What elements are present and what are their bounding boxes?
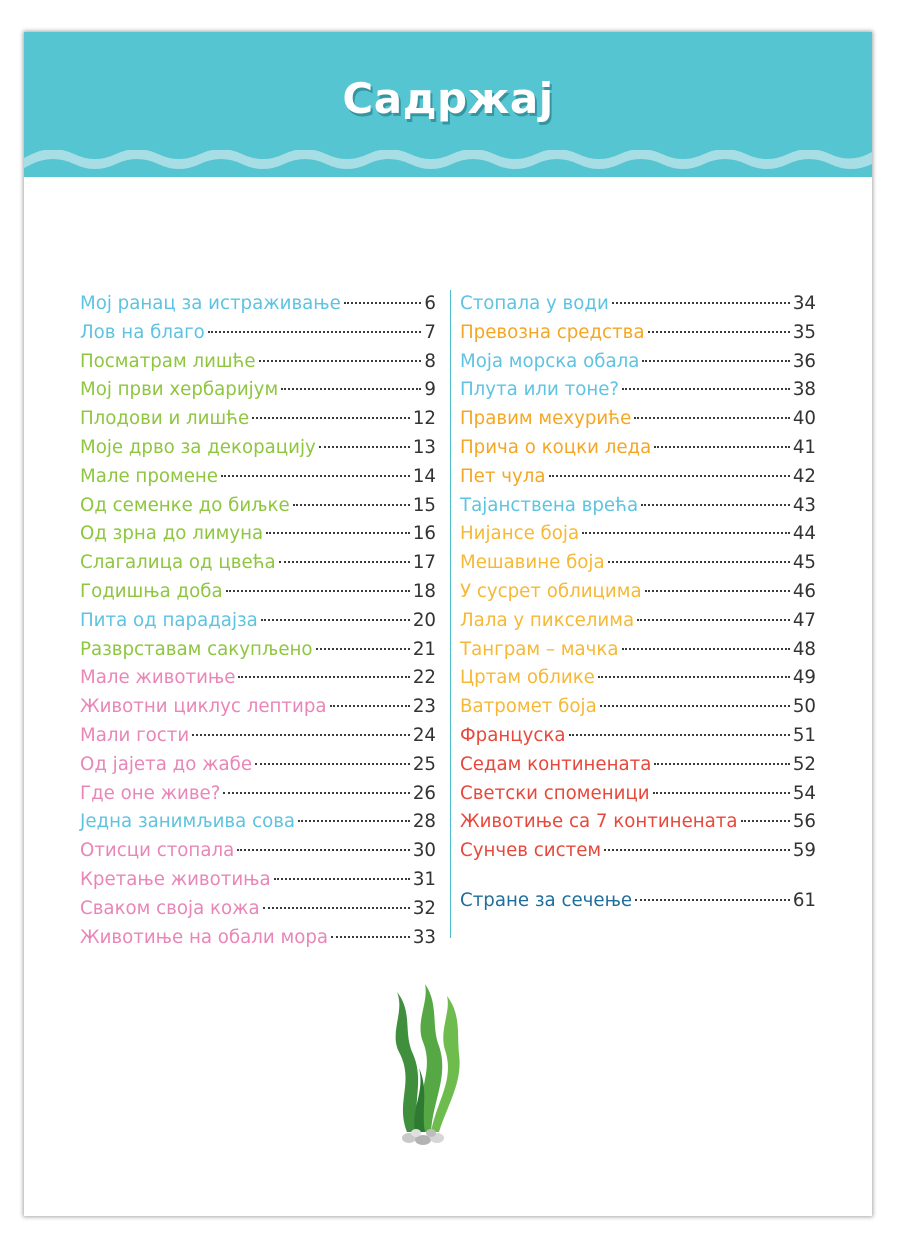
toc-entry	[80, 866, 436, 895]
toc-entry-title: Моја морска обала	[460, 350, 640, 372]
toc-right-column	[460, 290, 816, 916]
toc-entry	[460, 607, 816, 636]
dot-leader	[279, 561, 410, 563]
toc-page-number: 21	[412, 638, 436, 660]
toc-entry-title: Светски споменици	[460, 782, 650, 804]
toc-entry	[460, 348, 816, 377]
seaweed-icon	[385, 982, 465, 1152]
toc-entry	[80, 492, 436, 521]
toc-entry-title: Годишња доба	[80, 580, 223, 602]
toc-page-number: 25	[412, 753, 436, 775]
toc-page-number: 40	[792, 408, 816, 430]
dot-leader	[600, 705, 790, 707]
dot-leader	[274, 878, 410, 880]
toc-entry-title: Животиње на обали мора	[80, 926, 329, 948]
toc-page-number: 38	[792, 379, 816, 401]
toc-page-number: 9	[424, 379, 436, 401]
toc-page-number: 36	[792, 350, 816, 372]
toc-entry-title: Француска	[460, 724, 566, 746]
toc-page-number: 44	[792, 523, 816, 545]
toc-page-number: 42	[792, 465, 816, 487]
toc-entry	[80, 290, 436, 319]
toc-entry-title: У сусрет облицима	[460, 580, 642, 602]
toc-entry-title: Седам континената	[460, 753, 652, 775]
dot-leader	[298, 820, 410, 822]
toc-entry-title: Нијансе боја	[460, 523, 580, 545]
dot-leader	[622, 648, 790, 650]
toc-page-number: 15	[412, 494, 436, 516]
toc-entry-title: Животни циклус лептира	[80, 696, 327, 718]
toc-page-number: 16	[412, 523, 436, 545]
toc-entry-title: Плодови и лишће	[80, 408, 250, 430]
dot-leader	[223, 792, 409, 794]
toc-entry	[80, 434, 436, 463]
toc-entry-title: Отисци стопала	[80, 840, 235, 862]
toc-entry	[80, 693, 436, 722]
toc-entry	[460, 290, 816, 319]
toc-entry-title: Мале промене	[80, 465, 218, 487]
toc-entry	[80, 751, 436, 780]
toc-entry-title: Пет чула	[460, 465, 546, 487]
dot-leader	[293, 504, 410, 506]
toc-page-number: 33	[412, 926, 436, 948]
toc-entry	[80, 376, 436, 405]
toc-page-number: 18	[412, 580, 436, 602]
toc-page-number: 35	[792, 321, 816, 343]
toc-page-number: 54	[792, 782, 816, 804]
toc-page-number: 6	[424, 293, 436, 314]
toc-entry-title: Мешавине боја	[460, 552, 605, 574]
toc-entry-title: Једна занимљива сова	[80, 811, 296, 833]
toc-entry	[80, 348, 436, 377]
dot-leader	[331, 936, 410, 938]
toc-entry	[80, 319, 436, 348]
toc-entry	[80, 808, 436, 837]
toc-entry-title: Пита од парадајза	[80, 609, 258, 631]
toc-entry-title: Сваком своја кожа	[80, 897, 260, 919]
toc-entry-title: Правим мехуриће	[460, 408, 632, 430]
toc-entry	[460, 434, 816, 463]
toc-entry-title: Мој ранац за истраживање	[80, 293, 341, 314]
toc-entry-title: Плута или тоне?	[460, 379, 620, 401]
toc-entry-title: Кретање животиња	[80, 868, 271, 890]
document-page	[24, 32, 872, 1216]
dot-leader	[237, 849, 410, 851]
toc-entry-title: Цртам облике	[460, 667, 595, 689]
dot-leader	[316, 648, 410, 650]
toc-entry	[80, 607, 436, 636]
toc-entry	[80, 520, 436, 549]
toc-entry-title: Превозна средства	[460, 321, 645, 343]
toc-entry-title: Лала у пикселима	[460, 609, 635, 631]
toc-entry	[460, 887, 816, 916]
toc-page-number: 8	[424, 350, 436, 372]
toc-entry-title: Стране за сечење	[460, 889, 633, 911]
dot-leader	[549, 475, 790, 477]
toc-entry	[80, 924, 436, 953]
toc-entry-title: Сунчев систем	[460, 840, 602, 862]
toc-page-number: 22	[412, 667, 436, 689]
toc-entry	[460, 578, 816, 607]
dot-leader	[330, 705, 410, 707]
dot-leader	[648, 331, 790, 333]
dot-leader	[645, 590, 790, 592]
toc-entry-title: Од јајета до жабе	[80, 753, 253, 775]
dot-leader	[634, 417, 790, 419]
toc-entry	[460, 837, 816, 866]
toc-page-number: 7	[424, 321, 436, 343]
toc-page-number: 56	[792, 811, 816, 833]
dot-leader	[654, 763, 789, 765]
toc-entry-title: Лов на благо	[80, 321, 205, 343]
dot-leader	[598, 676, 790, 678]
toc-entry	[460, 520, 816, 549]
toc-entry	[460, 664, 816, 693]
dot-leader	[653, 792, 790, 794]
dot-leader	[281, 388, 421, 390]
toc-entry	[460, 492, 816, 521]
toc-page-number: 52	[792, 753, 816, 775]
toc-entry-title: Мој први хербаријум	[80, 379, 279, 401]
dot-leader	[344, 302, 422, 304]
toc-page-number: 41	[792, 436, 816, 458]
dot-leader	[654, 446, 790, 448]
toc-page-number: 20	[412, 609, 436, 631]
toc-entry-title: Слагалица од цвећа	[80, 552, 276, 574]
toc-entry	[460, 722, 816, 751]
toc-page-number: 24	[412, 724, 436, 746]
toc-entry	[460, 319, 816, 348]
toc-page-number: 47	[792, 609, 816, 631]
toc-entry-title: Стопала у води	[460, 293, 609, 314]
dot-leader	[266, 532, 410, 534]
toc-page-number: 50	[792, 696, 816, 718]
dot-leader	[641, 504, 790, 506]
toc-page-number: 23	[412, 696, 436, 718]
dot-leader	[263, 907, 410, 909]
toc-entry	[460, 463, 816, 492]
dot-leader	[582, 532, 790, 534]
dot-leader	[259, 360, 422, 362]
dot-leader	[741, 820, 790, 822]
dot-leader	[604, 849, 790, 851]
toc-page-number: 49	[792, 667, 816, 689]
toc-page-number: 32	[412, 897, 436, 919]
toc-page-number: 43	[792, 494, 816, 516]
dot-leader	[261, 619, 410, 621]
toc-page-number: 14	[412, 465, 436, 487]
toc-page-number: 34	[792, 293, 816, 314]
toc-page-number: 61	[792, 889, 816, 911]
toc-entry	[460, 780, 816, 809]
toc-entry-title: Од семенке до биљке	[80, 494, 290, 516]
toc-entry	[80, 664, 436, 693]
dot-leader	[319, 446, 410, 448]
toc-entry	[80, 636, 436, 665]
toc-entry-title: Где оне живе?	[80, 782, 221, 804]
dot-leader	[208, 331, 422, 333]
dot-leader	[637, 619, 790, 621]
toc-page-number: 48	[792, 638, 816, 660]
toc-entry	[80, 578, 436, 607]
toc-page-number: 31	[412, 868, 436, 890]
toc-page-number: 12	[412, 408, 436, 430]
wave-decoration	[24, 150, 872, 210]
toc-entry-title: Мале животиње	[80, 667, 236, 689]
toc-entry	[460, 376, 816, 405]
dot-leader	[226, 590, 410, 592]
toc-entry-title: Ватромет боја	[460, 696, 597, 718]
toc-page-number: 30	[412, 840, 436, 862]
toc-left-column	[80, 290, 436, 952]
toc-entry-title: Моје дрво за декорацију	[80, 436, 316, 458]
dot-leader	[608, 561, 790, 563]
toc-entry-title: Животиње са 7 континената	[460, 811, 738, 833]
column-divider	[450, 290, 451, 938]
toc-page-number: 59	[792, 840, 816, 862]
toc-entry	[460, 405, 816, 434]
toc-entry	[460, 808, 816, 837]
toc-page-number: 51	[792, 724, 816, 746]
toc-page-number: 26	[412, 782, 436, 804]
toc-entry	[80, 463, 436, 492]
toc-page-number: 13	[412, 436, 436, 458]
toc-page-number: 28	[412, 811, 436, 833]
toc-entry	[80, 722, 436, 751]
toc-entry	[460, 549, 816, 578]
dot-leader	[221, 475, 410, 477]
toc-entry-title: Посматрам лишће	[80, 350, 256, 372]
page-title: Садржај	[342, 74, 554, 123]
dot-leader	[622, 388, 790, 390]
toc-entry-title: Танграм – мачка	[460, 638, 619, 660]
toc-entry	[80, 895, 436, 924]
toc-entry	[460, 693, 816, 722]
dot-leader	[612, 302, 790, 304]
dot-leader	[238, 676, 409, 678]
toc-entry	[80, 405, 436, 434]
dot-leader	[255, 763, 410, 765]
toc-entry-title: Прича о коцки леда	[460, 436, 652, 458]
toc-entry-title: Тајанствена врећа	[460, 494, 639, 516]
toc-entry	[460, 636, 816, 665]
toc-page-number: 17	[412, 552, 436, 574]
dot-leader	[252, 417, 410, 419]
toc-entry	[80, 780, 436, 809]
toc-entry-title: Разврставам сакупљено	[80, 638, 313, 660]
dot-leader	[569, 734, 790, 736]
toc-entry	[80, 549, 436, 578]
toc-page-number: 45	[792, 552, 816, 574]
dot-leader	[635, 899, 790, 901]
toc-entry	[80, 837, 436, 866]
toc-page-number: 46	[792, 580, 816, 602]
toc-entry-title: Мали гости	[80, 724, 190, 746]
dot-leader	[642, 360, 789, 362]
toc-entry-title: Од зрна до лимуна	[80, 523, 264, 545]
toc-entry	[460, 751, 816, 780]
dot-leader	[192, 734, 410, 736]
